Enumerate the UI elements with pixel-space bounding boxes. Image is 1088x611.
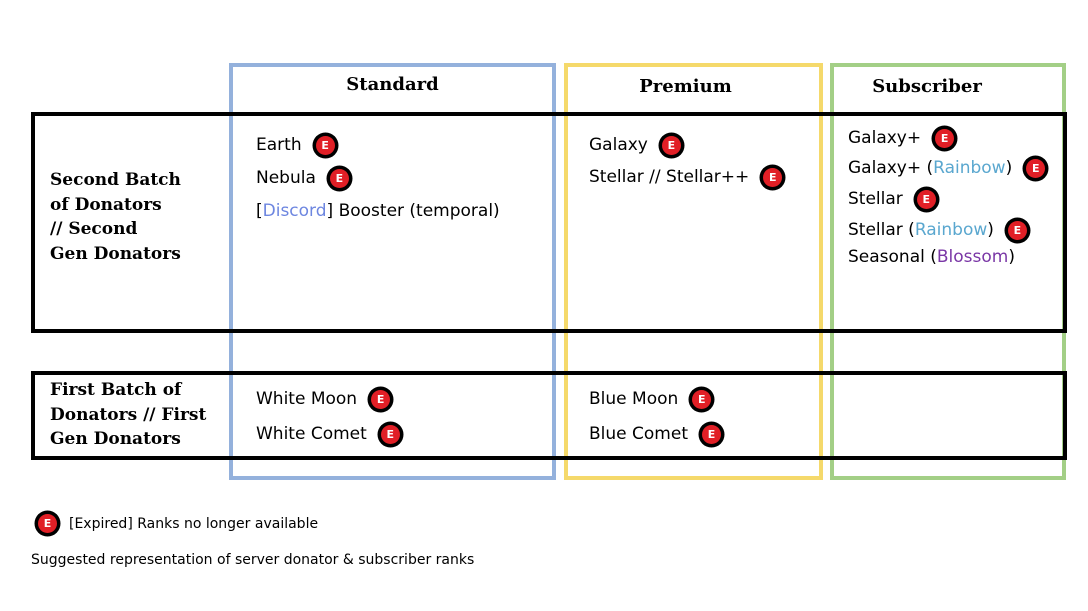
rank-white-comet bbox=[256, 423, 400, 445]
row-header-line: of Donators bbox=[50, 194, 162, 215]
rank-earth bbox=[256, 134, 335, 156]
row-header-line: First Batch of bbox=[50, 380, 182, 400]
rank-discord-booster bbox=[256, 200, 500, 222]
expired-badge-icon: E bbox=[1008, 221, 1027, 240]
standard-header: Standard bbox=[346, 74, 439, 95]
rank-label: Galaxy+ ( bbox=[848, 158, 934, 178]
rank-label: Galaxy bbox=[589, 135, 648, 155]
premium-header: Premium bbox=[639, 76, 732, 97]
expired-badge-icon: E bbox=[38, 514, 57, 533]
subscriber-header: Subscriber bbox=[872, 76, 982, 97]
rank-galaxy-plus bbox=[848, 127, 954, 149]
rank-label: Blue Moon bbox=[589, 389, 679, 409]
rank-white-moon bbox=[256, 388, 390, 410]
rank-galaxy bbox=[589, 134, 681, 156]
legend bbox=[38, 514, 318, 533]
rank-label: Stellar ( bbox=[848, 220, 915, 240]
expired-badge-icon: E bbox=[702, 425, 721, 444]
rank-seasonal-blossom bbox=[848, 246, 1015, 268]
rank-label: Stellar bbox=[848, 189, 903, 209]
rainbow-word: Rainbow bbox=[933, 158, 1006, 178]
second-gen-row-header bbox=[50, 168, 181, 266]
row-header-line: Gen Donators bbox=[50, 429, 181, 449]
row-header-line: Second Batch bbox=[50, 170, 181, 190]
expired-badge-icon: E bbox=[763, 168, 782, 187]
expired-badge-icon: E bbox=[662, 136, 681, 155]
expired-badge-icon: E bbox=[371, 390, 390, 409]
rank-blue-comet bbox=[589, 423, 721, 445]
rank-label: Earth bbox=[256, 135, 302, 155]
row-header-line: Donators // First bbox=[50, 404, 207, 425]
rank-label-open: [ bbox=[256, 201, 263, 221]
row-header-line: Gen Donators bbox=[50, 243, 181, 264]
caption: Suggested representation of server donator & subscriber ranks bbox=[31, 552, 475, 568]
close-paren: ) bbox=[987, 220, 994, 240]
expired-badge-icon: E bbox=[917, 190, 936, 209]
rank-stellar-stellarpp bbox=[589, 166, 782, 188]
row-header-line: // Second bbox=[50, 219, 138, 239]
expired-badge-icon: E bbox=[381, 425, 400, 444]
legend-text: [Expired] Ranks no longer available bbox=[69, 515, 319, 532]
rank-label: Seasonal ( bbox=[848, 247, 937, 267]
rank-label: Blue Comet bbox=[589, 424, 688, 444]
rank-label: White Moon bbox=[256, 389, 358, 409]
first-gen-row-header bbox=[50, 378, 206, 452]
rank-label: Galaxy+ bbox=[848, 128, 922, 148]
blossom-word: Blossom bbox=[936, 247, 1009, 267]
rank-galaxy-plus-rainbow bbox=[848, 157, 1045, 179]
rank-label: Nebula bbox=[256, 168, 316, 188]
rank-label-rest: ] Booster (temporal) bbox=[326, 201, 500, 221]
rank-blue-moon bbox=[589, 388, 711, 410]
close-paren: ) bbox=[1005, 158, 1013, 178]
rank-stellar-rainbow bbox=[848, 219, 1027, 241]
expired-badge-icon: E bbox=[935, 129, 954, 148]
rainbow-word: Rainbow bbox=[914, 220, 988, 240]
rank-label: White Comet bbox=[256, 424, 367, 444]
rank-nebula bbox=[256, 167, 349, 189]
discord-word: Discord bbox=[262, 201, 327, 221]
close-paren: ) bbox=[1008, 247, 1015, 267]
rank-stellar bbox=[848, 188, 936, 210]
expired-badge-icon: E bbox=[330, 169, 349, 188]
expired-badge-icon: E bbox=[316, 136, 335, 155]
rank-label: Stellar // Stellar++ bbox=[589, 167, 750, 187]
expired-badge-icon: E bbox=[692, 390, 711, 409]
expired-badge-icon: E bbox=[1026, 159, 1045, 178]
